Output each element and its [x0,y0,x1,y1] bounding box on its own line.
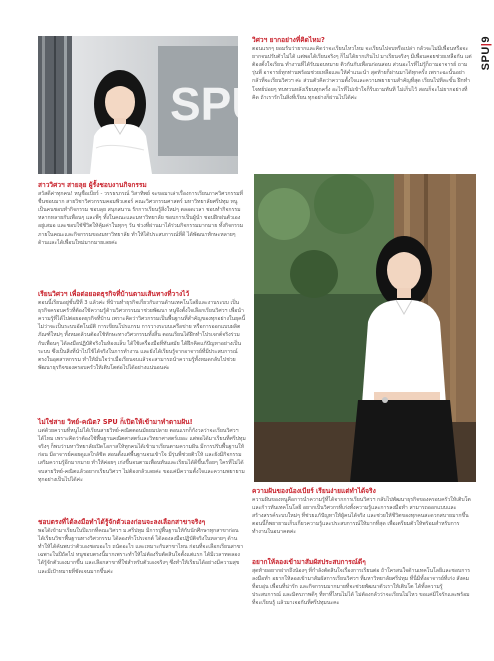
section-body: ตอนนี้เรียนอยู่ชั้นปีที่ 3 แล้วค่ะ ที่บ้านทำธุรกิจเกี่ยวกับงานด้านเทคโนโลยีและงานระบบ เป็นธุรกิจครอบครัวที่ต้องใช้ความรู้ด้านวิศวกรรมมาช่วยพัฒนา หนูจึงตั้งใจเลือกเรียนวิศวฯ เพื่อนำความรู้ที่ได้ไปต่อยอดธุรกิจที่บ้าน เพราะคิดว่าวิศวกรรมเป็นพื้นฐานที่สำคัญของทุกอย่างในยุคนี้ ไม่ว่าจะเป็นระบบอัตโนมัติ การเขียนโปรแกรม การวางระบบเครือข่าย หรือการออกแบบผลิตภัณฑ์ใหม่ๆ ทั้งหมดล้วนต้องใช้ทักษะทางวิศวกรรมทั้งสิ้น ตอนเรียนได้ฝึกทำโปรเจกต์จริงร่วมกับเพื่อนๆ ได้ลงมือปฏิบัติจริงในห้องแล็บ ได้ใช้เครื่องมือที่ทันสมัย ได้ฝึกคิดแก้ปัญหาอย่างเป็นระบบ ซึ่งเป็นสิ่งที่นำไปใช้ได้จริงในการทำงาน และยังได้เรียนรู้จากอาจารย์ที่มีประสบการณ์ตรงในอุตสาหกรรม ทำให้มั่นใจว่าเมื่อเรียนจบแล้วจะสามารถนำความรู้ทั้งหมดกลับไปช่วยพัฒนาธุรกิจของครอบครัวให้เติบโตต่อไปได้อย่างแน่นอนค่ะ [38,299,246,372]
section-body: สวัสดีค่าทุกคน! หนูชื่อเบียร์ - วรรธรภรณ์ วิสาทิพย์ จะขอมาเล่าเรื่องการเรียนภาควิศวกรรมที่ชื่นชอบมาก สายวิชาวิศวกรรมคอมพิวเตอร์ คณะวิศวกรรมศาสตร์ มหาวิทยาลัยศรีปทุม หนูเป็นคนชอบทำกิจกรรม ชอบลุย สนุกสนาน รักการเรียนรู้สิ่งใหม่ๆ ตลอดเวลา ชอบทำกิจกรรมหลากหลายกับเพื่อนๆ และพี่ๆ ทั้งในคณะและมหาวิทยาลัย ชอบการเป็นผู้นำ ชอบฝึกฝนตัวเองอยู่เสมอ และชอบใช้ชีวิตให้คุ้มค่าในทุกๆ วัน ช่วงที่ผ่านมาได้ร่วมกิจกรรมมากมาย ทั้งกิจกรรมภายในคณะและกิจกรรมของมหาวิทยาลัย ทำให้ได้ประสบการณ์ที่ดี ได้พัฒนาทักษะหลายๆ ด้านและได้เพื่อนใหม่มากมายเลยค่ะ [38,190,244,246]
section-heading: วิศวฯ ยากอย่างที่คิดไหม? [252,36,325,44]
sidebar-separator: | [480,42,492,47]
sidebar-magazine-label [480,36,492,70]
photo-student-building [38,36,265,174]
section-difficulty [252,36,472,166]
section-body: ตอนแรกๆ ยอมรับว่ายากและคิดว่าจะเรียนไหวไหม จะเรียนไปจบหรือเปล่า กลัวจะไม่มีเพื่อนหรือจะยากจนปรับตัวไม่ได้ แต่พอได้เรียนจริงๆ ก็ไม่ได้ยากเกินไป มาเรียนจริงๆ มีเพื่อนคอยช่วยเหลือกัน แต่ต้องตั้งใจเรียน ทำงานที่ได้รับมอบหมาย ติวกันกับเพื่อนก่อนสอบ ส่วนอะไรที่ไม่รู้ก็ถามอาจารย์ ถามรุ่นพี่ อาจารย์ทุกท่านพร้อมช่วยเหลือและให้คำแนะนำ สุดท้ายก็ผ่านมาได้ทุกครั้ง เพราะฉะนั้นอย่ากลัวที่จะเรียนวิศวฯ ค่ะ ส่วนตัวคิดว่าความตั้งใจและความพยายามสำคัญที่สุด เรียนไปทีละขั้น ฝึกทำโจทย์บ่อยๆ ทบทวนหลังเรียนทุกครั้ง อะไรที่ไม่เข้าใจก็รีบถามทันที ไม่เก็บไว้ สอบก็จะไม่ยากอย่างที่คิด ถ้าเรารักในสิ่งที่เรียน ทุกอย่างก็ผ่านไปได้ค่ะ [252,45,472,101]
svg-text:SPU: SPU [170,78,265,130]
section-body: สุดท้ายอยากฝากถึงน้องๆ ที่กำลังตัดสินใจเรื่องการเรียนต่อ ถ้าใครสนใจด้านเทคโนโลยีและชอบการลงมือทำ อยากให้ลองเข้ามาสัมผัสการเรียนวิศวฯ ที่มหาวิทยาลัยศรีปทุม ที่นี่มีทั้งอาจารย์ที่เก่ง สังคมที่อบอุ่น เพื่อนที่น่ารัก และกิจกรรมมากมายที่จะช่วยพัฒนาตัวเราให้เติบโต ได้ทั้งความรู้ ประสบการณ์ และมิตรภาพดีๆ ที่หาที่ไหนไม่ได้ ไม่ต้องกลัวว่าจะเรียนไม่ไหว ขอแค่มีใจรักและพร้อมที่จะเรียนรู้ แล้วมาเจอกันที่ศรีปทุมนะคะ [252,567,471,607]
photo-student-seated [254,174,476,482]
section-body: แต่ด้วยความที่หนูไม่ได้เรียนสายวิทย์-คณิตตอนมัธยมปลาย ตอนแรกก็กังวลว่าจะเรียนวิศวฯ ได้ไหม เพราะคิดว่าต้องใช้พื้นฐานคณิตศาสตร์และวิทยาศาสตร์เยอะ แต่พอได้มาเรียนที่ศรีปทุมจริงๆ ก็พบว่ามหาวิทยาลัยเปิดโอกาสให้ทุกคนได้เข้ามาเรียนตามความฝัน มีการปรับพื้นฐานให้ก่อน มีอาจารย์คอยดูแลใกล้ชิด สอนตั้งแต่พื้นฐานจนเข้าใจ มีรุ่นพี่ช่วยติวให้ และยังมีกิจกรรมเสริมความรู้อีกมากมาย ทำให้ค่อยๆ เก่งขึ้นจนตามเพื่อนทันและเรียนได้ดีขึ้นเรื่อยๆ ใครที่ไม่ได้จบสายวิทย์-คณิตแล้วอยากเรียนวิศวฯ ไม่ต้องกลัวเลยค่ะ ขอแค่มีความตั้งใจและความพยายาม ทุกอย่างเป็นไปได้ค่ะ [38,427,246,483]
section-choose-major [38,518,246,628]
section-heading: ความฝันของน้องเบียร์ เรียนง่ายแต่ทำได้จริง [252,487,376,495]
sidebar-code: SPU [480,46,492,71]
section-heading: ไม่ใช่สาย วิทย์-คณิต? SPU ก็เปิดให้เข้ามาทำตามฝัน! [38,418,193,426]
section-family-business [38,290,246,410]
section-dream [252,487,472,553]
section-body: ความฝันของหนูคือการนำความรู้ที่ได้จากการเรียนวิศวฯ กลับไปพัฒนาธุรกิจของครอบครัวให้เติบโตและก้าวทันเทคโนโลยี อยากเป็นวิศวกรที่เก่งทั้งความรู้และการลงมือทำ สามารถออกแบบและสร้างสรรค์ระบบใหม่ๆ ที่ช่วยแก้ปัญหาให้ผู้คนได้จริง และช่วยให้ชีวิตของทุกคนสะดวกสบายมากขึ้น ตอนนี้ก็พยายามเก็บเกี่ยวความรู้และประสบการณ์ให้มากที่สุด เพื่อเตรียมตัวให้พร้อมสำหรับการทำงานในอนาคตค่ะ [252,496,471,536]
section-heading: อยากให้ลองเข้ามาสัมผัสประสบการณ์ดีๆ [252,558,366,566]
section-non-science-track [38,418,246,510]
section-body: พอได้เข้ามาเรียนในปีแรกที่คณะวิศวฯ ม.ศรีปทุม มีการปูพื้นฐานให้กับนักศึกษาทุกสาขาก่อน ได้เรียนวิชาพื้นฐานทางวิศวกรรม ได้ลองทำโปรเจกต์ ได้ลองลงมือปฏิบัติจริงในหลายๆ ด้าน ทำให้ได้ค้นพบว่าตัวเองชอบอะไร ถนัดอะไร และเหมาะกับสาขาไหน ก่อนที่จะเลือกเรียนสาขาเฉพาะในปีถัดไป หนูชอบตรงนี้มากเพราะทำให้ไม่ต้องรีบตัดสินใจตั้งแต่แรก ได้มีเวลาทดลอง ได้รู้จักตัวเองมากขึ้น และเลือกสาขาที่ใช่สำหรับตัวเองจริงๆ ซึ่งทำให้เรียนได้อย่างมีความสุขและมีเป้าหมายที่ชัดเจนมากขึ้นค่ะ [38,527,244,575]
section-invitation [252,558,472,632]
section-heading: เรียนวิศวฯ เพื่อต่อยอดธุรกิจที่บ้านตามเส้นทางที่วางไว้ [38,290,190,298]
sidebar-number: 9 [480,36,492,43]
section-introduction [38,181,246,281]
section-heading: ชอบตรงที่ได้ลงมือทำได้รู้จักตัวเองก่อนจะลงเลือกสาขาจริงๆ [38,518,206,526]
section-heading: สาววิศวฯ สายลุย ผู้รั้งชอบงานกิจกรรม [38,181,147,189]
